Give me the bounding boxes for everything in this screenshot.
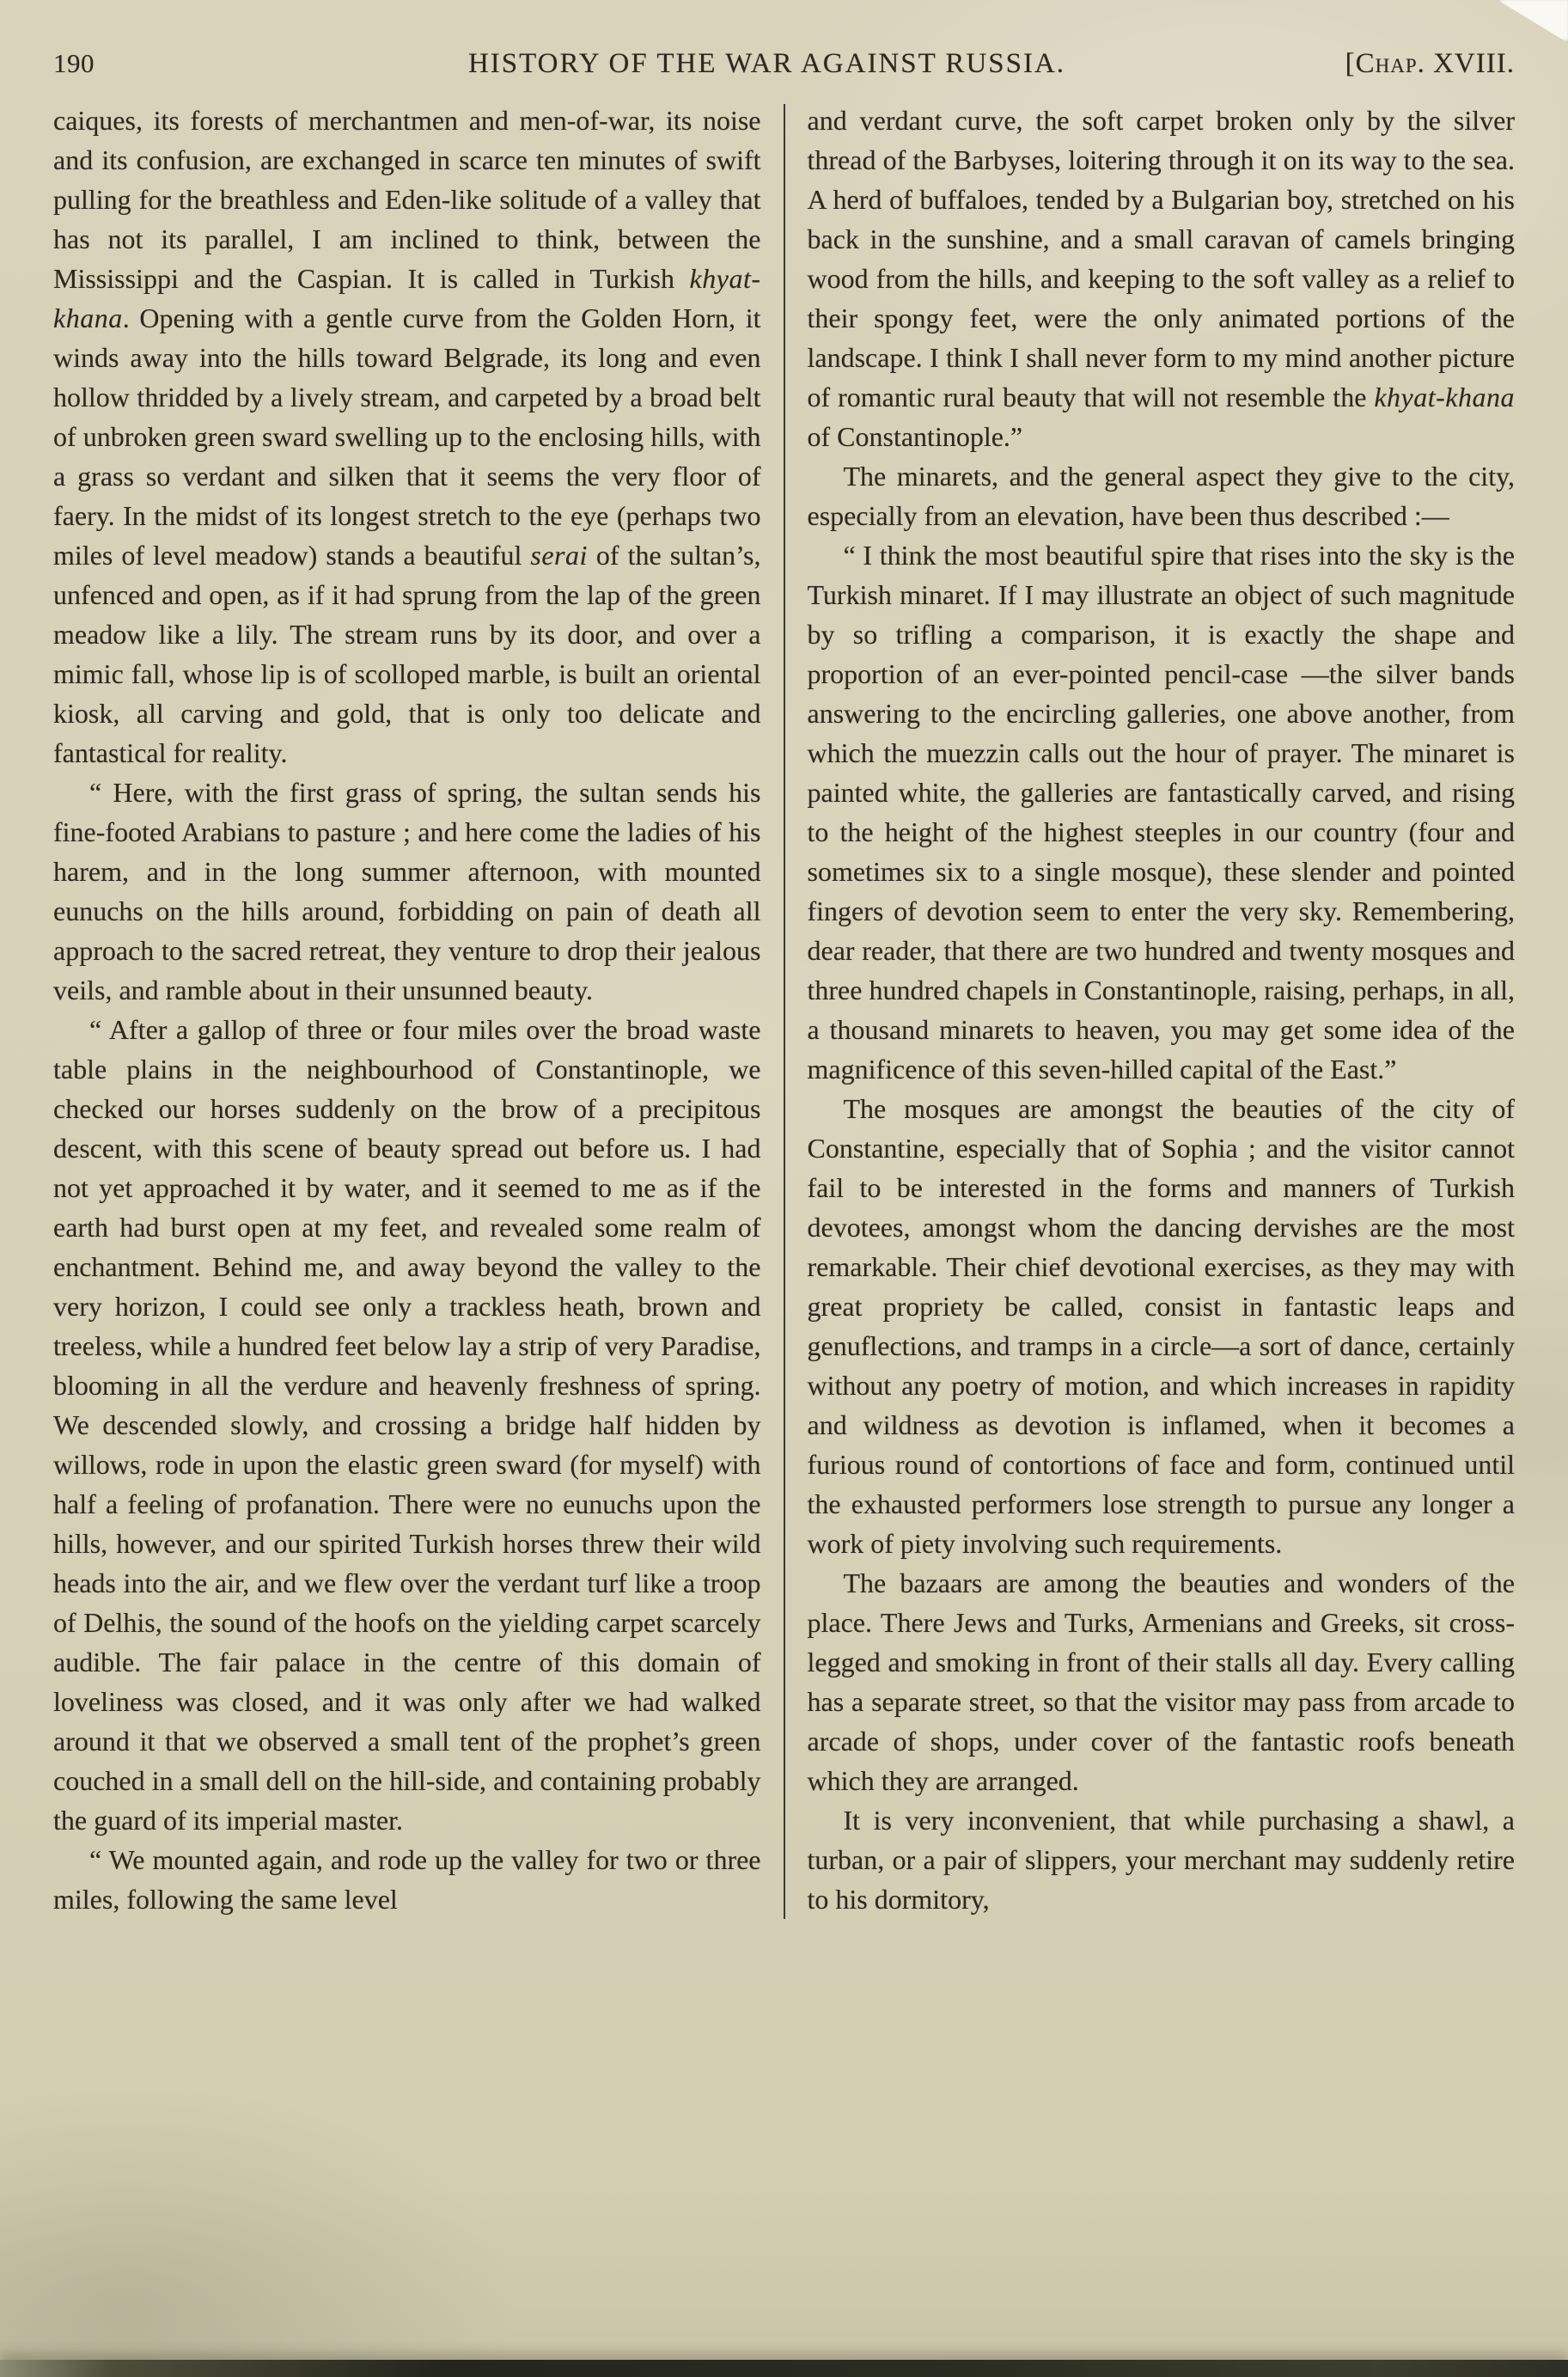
paragraph: The mosques are amongst the beauties of the city of Constantine, especially that of Sophia ; and the visitor cannot fail to be interested in the forms and manners of Turkish devotees, amongst whom the dancing dervishes are the most remarkable. Their chief devotional exercises, as they may with great propriety be called, consist in fantastic leaps and genuflections, and tramps in a circle—a sort of dance, certainly without any poetry of motion, and which increases in rapidity and wildness as devotion is inflamed, when it becomes a furious round of contortions of face and form, continued until the exhausted performers lose strength to pursue any longer a work of piety involving such requirements.: [807, 1093, 1515, 1559]
column-divider: [784, 104, 785, 1919]
text-columns: [53, 101, 1515, 1919]
paragraph: “ We mounted again, and rode up the valley for two or three miles, following the same level: [53, 1844, 761, 1915]
paragraph: “ I think the most beautiful spire that rises into the sky is the Turkish minaret. If I may illustrate an object of such magnitude by so trifling a comparison, it is exactly the shape and proportion of an ever-pointed pencil-case —the silver bands answering to the encircling galleries, one above another, from which the muezzin calls out the hour of prayer. The minaret is painted white, the galleries are fantastically carved, and rising to the height of the highest steeples in our country (four and sometimes six to a single mosque), these slender and pointed fingers of devotion seem to enter the very sky. Remembering, dear reader, that there are two hundred and twenty mosques and three hundred chapels in Constantinople, raising, perhaps, in all, a thousand minarets to heaven, you may get some idea of the magnificence of this seven-hilled capital of the East.”: [807, 540, 1515, 1085]
page-title: HISTORY OF THE WAR AGAINST RUSSIA.: [467, 48, 1066, 79]
paragraph: It is very inconvenient, that while purchasing a shawl, a turban, or a pair of slippers, your merchant may suddenly retire to his dormitory,: [807, 1805, 1515, 1915]
paragraph: The bazaars are among the beauties and wonders of the place. There Jews and Turks, Armenians and Greeks, sit cross-legged and smoking in front of their stalls all day. Every calling has a separate street, so that the visitor may pass from arcade to arcade of shops, under cover of the fantastic roofs beneath which they are arranged.: [807, 1567, 1515, 1796]
running-head: [0, 0, 1568, 80]
page-number: 190: [53, 48, 95, 78]
chapter-label: [Chap. XVIII.: [1345, 48, 1515, 79]
paragraph: “ Here, with the first grass of spring, the sultan sends his fine-footed Arabians to pasture ; and here come the ladies of his harem, and in the long summer afternoon, with mounted eunuchs on the hills around, forbidding on pain of death all approach to the sacred retreat, they venture to drop their jealous veils, and ramble about in their unsunned beauty.: [53, 777, 761, 1005]
paragraph: “ After a gallop of three or four miles over the broad waste table plains in the neighbourhood of Constantinople, we checked our horses suddenly on the brow of a precipitous descent, with this scene of beauty spread out before us. I had not yet approached it by water, and it seemed to me as if the earth had burst open at my feet, and revealed some realm of enchantment. Behind me, and away beyond the valley to the very horizon, I could see only a trackless heath, brown and treeless, while a hundred feet below lay a strip of very Paradise, blooming in all the verdure and heavenly freshness of spring. We descended slowly, and crossing a bridge half hidden by willows, rode in upon the elastic green sward (for myself) with half a feeling of profanation. There were no eunuchs upon the hills, however, and our spirited Turkish horses threw their wild heads into the air, and we flew over the verdant turf like a troop of Delhis, the sound of the hoofs on the yielding carpet scarcely audible. The fair palace in the centre of this domain of loveliness was closed, and it was only after we had walked around it that we observed a small tent of the prophet’s green couched in a small dell on the hill-side, and containing probably the guard of its imperial master.: [53, 1014, 761, 1836]
page-bottom-edge: [0, 2360, 1568, 2377]
paragraph: The minarets, and the general aspect they give to the city, especially from an elevation, have been thus described :—: [807, 461, 1515, 531]
paragraph: and verdant curve, the soft carpet broken only by the silver thread of the Barbyses, loitering through it on its way to the sea. A herd of buffaloes, tended by a Bulgarian boy, stretched on his back in the sunshine, and a small caravan of camels bringing wood from the hills, and keeping to the soft valley as a relief to their spongy feet, were the only animated portions of the landscape. I think I shall never form to my mind another picture of romantic rural beauty that will not resemble the khyat-khana of Constantinople.”: [807, 105, 1515, 452]
paragraph: caiques, its forests of merchantmen and men-of-war, its noise and its confusion, are exchanged in scarce ten minutes of swift pulling for the breathless and Eden-like solitude of a valley that has not its parallel, I am inclined to think, between the Mississippi and the Caspian. It is called in Turkish khyat-khana. Opening with a gentle curve from the Golden Horn, it winds away into the hills toward Belgrade, its long and even hollow thridded by a lively stream, and carpeted by a broad belt of unbroken green sward swelling up to the enclosing hills, with a grass so verdant and silken that it seems the very floor of faery. In the midst of its longest stretch to the eye (perhaps two miles of level meadow) stands a beautiful serai of the sultan’s, unfenced and open, as if it had sprung from the lap of the green meadow like a lily. The stream runs by its door, and over a mimic fall, whose lip is of scolloped marble, is built an oriental kiosk, all carving and gold, that is only too delicate and fantastical for reality.: [53, 105, 761, 768]
column-left: [53, 101, 761, 1919]
column-right: [808, 101, 1516, 1919]
